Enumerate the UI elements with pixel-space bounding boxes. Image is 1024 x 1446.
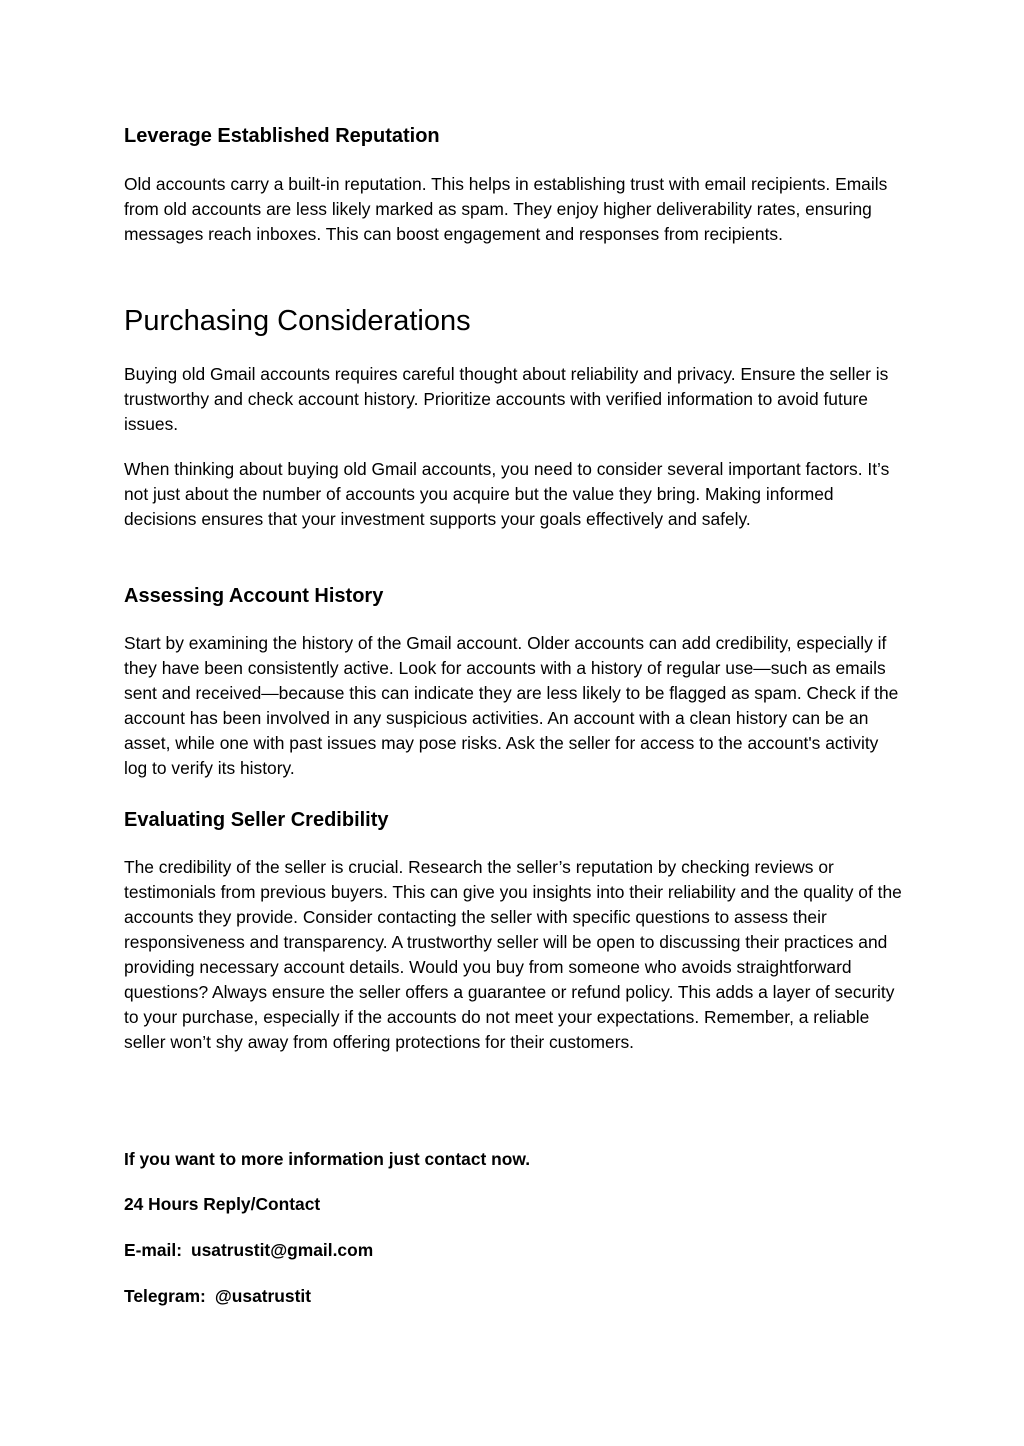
contact-intro: If you want to more information just contact now. bbox=[124, 1149, 531, 1169]
heading-purchasing-considerations: Purchasing Considerations bbox=[124, 305, 471, 337]
email-address: usatrustit@gmail.com bbox=[190, 1240, 374, 1260]
telegram-handle: @usatrustit bbox=[214, 1286, 312, 1306]
contact-reply-hours: 24 Hours Reply/Contact bbox=[124, 1194, 321, 1214]
email-label: E-mail: bbox=[124, 1240, 182, 1260]
paragraph-purchasing-1: Buying old Gmail accounts requires careful thought about reliability and privacy. Ensure the seller is trustworthy and check account history. Prioritize accounts with verified information to avoid future issues. bbox=[124, 364, 889, 434]
paragraph-purchasing-2: When thinking about buying old Gmail accounts, you need to consider several important factors. It’s not just about the number of accounts you acquire but the value they bring. Making informed decisions ensures that your investment supports your goals effectively and safely. bbox=[124, 459, 890, 529]
paragraph-reputation: Old accounts carry a built-in reputation. This helps in establishing trust with email recipients. Emails from old accounts are less likely marked as spam. They enjoy higher deliverability rates, ensuring messages reach inboxes. This can boost engagement and responses from recipients. bbox=[124, 174, 888, 244]
contact-telegram bbox=[124, 1285, 311, 1307]
contact-email bbox=[124, 1239, 373, 1261]
paragraph-seller: The credibility of the seller is crucial. Research the seller’s reputation by checking reviews or testimonials from previous buyers. This can give you insights into their reliability and the quality of the accounts they provide. Consider contacting the seller with specific questions to assess their responsiveness and transparency. A trustworthy seller will be open to discussing their practices and providing necessary account details. Would you buy from someone who avoids straightforward questions? Always ensure the seller offers a guarantee or refund policy. This adds a layer of security to your purchase, especially if the accounts do not meet your expectations. Remember, a reliable seller won’t shy away from offering protections for their customers. bbox=[124, 857, 902, 1052]
telegram-label: Telegram: bbox=[124, 1286, 206, 1306]
heading-leverage-reputation: Leverage Established Reputation bbox=[124, 125, 440, 147]
heading-assessing-history: Assessing Account History bbox=[124, 585, 384, 607]
paragraph-history: Start by examining the history of the Gmail account. Older accounts can add credibility, especially if they have been consistently active. Look for accounts with a history of regular use—such as emails sent and received—because this can indicate they are less likely to be flagged as spam. Check if the account has been involved in any suspicious activities. An account with a clean history can be an asset, while one with past issues may pose risks. Ask the seller for access to the account's activity log to verify its history. bbox=[124, 633, 899, 778]
heading-seller-credibility: Evaluating Seller Credibility bbox=[124, 809, 389, 831]
